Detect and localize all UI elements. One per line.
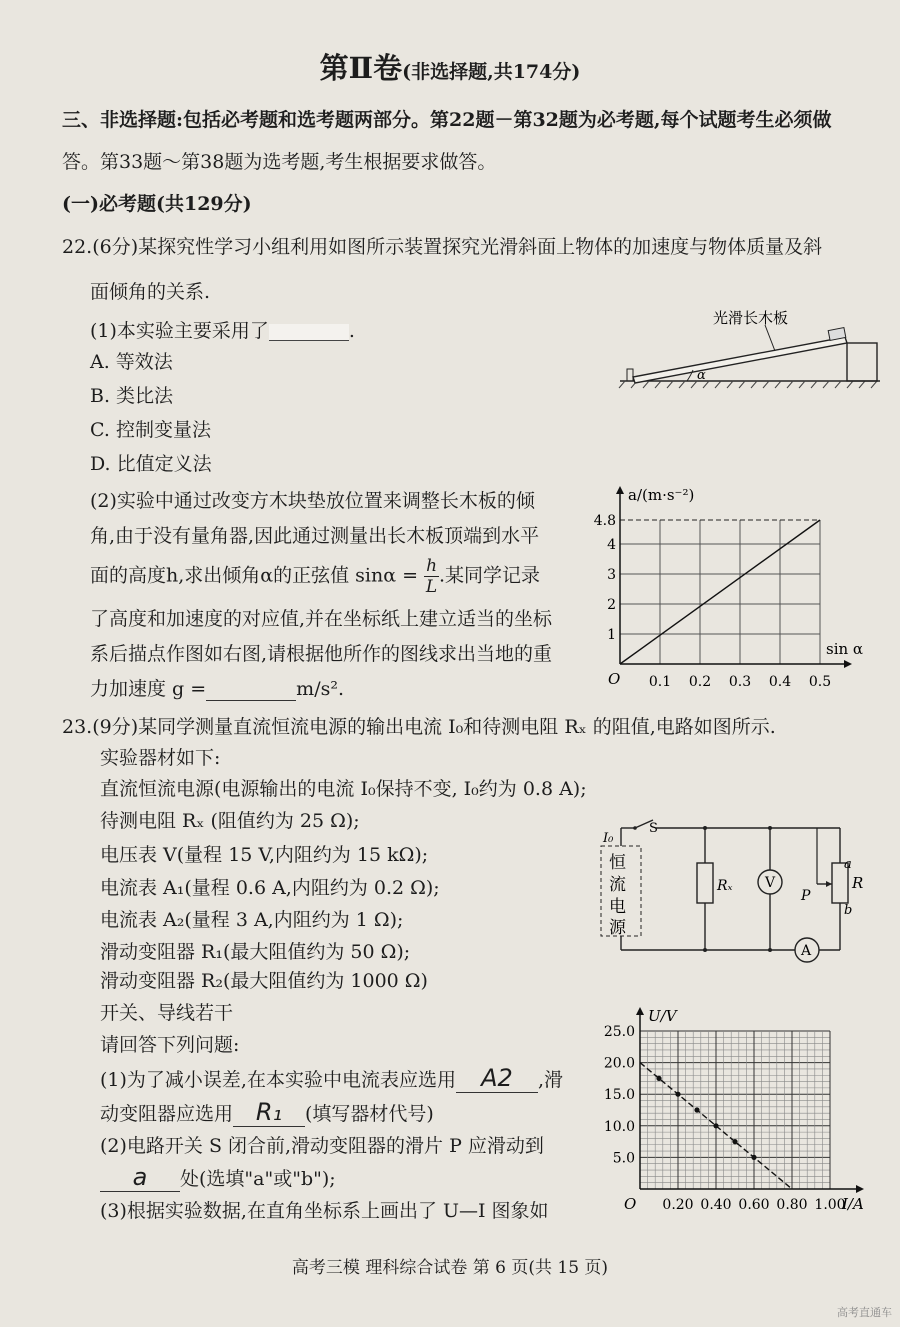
y-tick-label: 4 bbox=[607, 537, 616, 553]
q23-part1-line1: (1)为了减小误差,在本实验中电流表应选用 A2 ,滑 bbox=[100, 1064, 564, 1092]
y-axis-arrow bbox=[616, 486, 624, 494]
equip-ammeter-a2: 电流表 A₂(量程 3 A,内阻约为 1 Ω); bbox=[100, 909, 404, 931]
ground-hatching bbox=[619, 381, 877, 388]
handwritten-ammeter: A2 bbox=[456, 1064, 538, 1093]
switch-label: S bbox=[649, 821, 658, 836]
sin-fraction: $\frac{h}{L}$ bbox=[425, 556, 438, 597]
x-tick-label: 0.60 bbox=[738, 1197, 770, 1213]
source-char-1: 恒 bbox=[609, 853, 626, 873]
y-tick-label: 4.8 bbox=[593, 513, 616, 529]
series-line-a bbox=[620, 520, 820, 664]
source-char-2: 流 bbox=[609, 875, 626, 895]
q22-line2: 面倾角的关系. bbox=[90, 281, 211, 303]
x-tick-label: 0.40 bbox=[700, 1197, 732, 1213]
y-tick-label: 25.0 bbox=[603, 1024, 635, 1040]
q23-answer-prompt: 请回答下列问题: bbox=[100, 1034, 240, 1056]
equip-rheostat-r2: 滑动变阻器 R₂(最大阻值约为 1000 Ω) bbox=[100, 970, 428, 992]
x-axis-label: sin α bbox=[826, 640, 864, 658]
source-char-3: 电 bbox=[609, 897, 626, 917]
equip-ammeter-a1: 电流表 A₁(量程 0.6 A,内阻约为 0.2 Ω); bbox=[100, 877, 440, 899]
i0-label: I₀ bbox=[603, 831, 614, 846]
q22-part2-line5: 系后描点作图如右图,请根据他所作的图线求出当地的重 bbox=[90, 643, 553, 665]
q23-equip-title: 实验器材如下: bbox=[100, 747, 221, 769]
stopper bbox=[627, 369, 633, 381]
q23-part2-line1: (2)电路开关 S 闭合前,滑动变阻器的滑片 P 应滑动到 bbox=[100, 1135, 544, 1157]
q23-line1: 23.(9分)某同学测量直流恒流电源的输出电流 I₀和待测电阻 Rₓ 的阻值,电路如图所示. bbox=[62, 716, 776, 738]
q22-option-d: D. 比值定义法 bbox=[90, 453, 212, 475]
q22-option-c: C. 控制变量法 bbox=[90, 419, 211, 441]
watermark: 高考直通车 bbox=[837, 1306, 892, 1319]
y-axis-label: a/(m·s⁻²) bbox=[628, 486, 695, 504]
angle-label: α bbox=[697, 368, 706, 383]
x-axis-label: I/A bbox=[842, 1195, 864, 1213]
source-char-4: 源 bbox=[609, 918, 626, 938]
q22-line1: 22.(6分)某探究性学习小组利用如图所示装置探究光滑斜面上物体的加速度与物体质量及斜 bbox=[62, 236, 823, 258]
y-tick-label: 20.0 bbox=[603, 1055, 635, 1072]
incline-label: 光滑长木板 bbox=[713, 309, 789, 327]
y-tick-label: 5.0 bbox=[612, 1150, 635, 1167]
x-tick-label: 0.80 bbox=[776, 1197, 808, 1213]
label-pointer bbox=[765, 325, 775, 351]
x-axis-arrow bbox=[856, 1185, 864, 1193]
answer-blank-g bbox=[206, 678, 296, 701]
x-tick-label: 0.2 bbox=[688, 674, 712, 690]
q22-part2-line6: 力加速度 g = m/s². bbox=[90, 678, 344, 700]
graph-acceleration bbox=[590, 482, 880, 697]
x-tick-label: 0.4 bbox=[768, 674, 792, 690]
title-sub: (非选择题,共174分) bbox=[402, 61, 581, 83]
q23-part2-line2: a 处(选填"a"或"b"); bbox=[100, 1163, 336, 1192]
equip-rx: 待测电阻 Rₓ (阻值约为 25 Ω); bbox=[100, 810, 360, 832]
x-tick-label: 0.3 bbox=[728, 674, 752, 690]
handwritten-rheostat: R₁ bbox=[233, 1098, 305, 1127]
x-tick-label: 0.5 bbox=[808, 674, 832, 690]
q22-part2-line1: (2)实验中通过改变方木块垫放位置来调整长木板的倾 bbox=[90, 490, 535, 512]
y-axis-arrow bbox=[636, 1007, 644, 1015]
y-axis-label: U/V bbox=[648, 1007, 677, 1025]
terminal-a-label: a bbox=[844, 857, 852, 872]
data-point bbox=[656, 1076, 661, 1081]
q23-part1-line2: 动变阻器应选用 R₁ (填写器材代号) bbox=[100, 1098, 434, 1126]
x-axis-arrow bbox=[844, 660, 852, 668]
q22-part2-line3: 面的高度h,求出倾角α的正弦值 sinα = $\frac{h}{L}$ .某同学记录 bbox=[90, 556, 541, 597]
q22-part2-line4: 了高度和加速度的对应值,并在坐标纸上建立适当的坐标 bbox=[90, 608, 553, 630]
origin-label: O bbox=[624, 1195, 637, 1213]
y-tick-label: 15.0 bbox=[603, 1087, 635, 1104]
incline-diagram bbox=[615, 305, 885, 390]
title-main: 第Ⅱ卷 bbox=[319, 51, 403, 85]
q22-option-a: A. 等效法 bbox=[90, 351, 173, 373]
q23-part3-line1: (3)根据实验数据,在直角坐标系上画出了 U—I 图象如 bbox=[100, 1200, 549, 1222]
data-point bbox=[732, 1139, 737, 1144]
page-title bbox=[0, 46, 900, 87]
voltmeter-label: V bbox=[765, 875, 776, 891]
support-block bbox=[847, 343, 877, 381]
equip-voltmeter: 电压表 V(量程 15 V,内阻约为 15 kΩ); bbox=[100, 844, 429, 866]
r-label: R bbox=[852, 874, 864, 892]
terminal-b-label: b bbox=[844, 903, 853, 918]
circuit-diagram bbox=[595, 818, 875, 968]
section3-line2: 答。第33题～第38题为选考题,考生根据要求做答。 bbox=[62, 151, 497, 173]
origin-label: O bbox=[608, 670, 621, 688]
ammeter-label: A bbox=[801, 943, 812, 959]
data-point bbox=[694, 1107, 699, 1112]
x-tick-label: 0.20 bbox=[662, 1197, 694, 1213]
data-point bbox=[751, 1155, 756, 1160]
graph-ui bbox=[598, 1005, 883, 1227]
equip-rheostat-r1: 滑动变阻器 R₁(最大阻值约为 50 Ω); bbox=[100, 941, 411, 963]
y-tick-label: 10.0 bbox=[603, 1118, 635, 1135]
required-heading: (一)必考题(共129分) bbox=[62, 193, 252, 215]
y-tick-label: 3 bbox=[607, 567, 616, 583]
q22-part1: (1)本实验主要采用了 . bbox=[90, 320, 355, 342]
q22-part2-line2: 角,由于没有量角器,因此通过测量出长木板顶端到水平 bbox=[90, 525, 540, 547]
slider-p-label: P bbox=[801, 888, 811, 904]
q22-option-b: B. 类比法 bbox=[90, 385, 174, 407]
x-tick-label: 0.1 bbox=[648, 674, 672, 690]
data-point bbox=[675, 1092, 680, 1097]
equip-source: 直流恒流电源(电源输出的电流 I₀保持不变, I₀约为 0.8 A); bbox=[100, 778, 587, 800]
rx-label: Rₓ bbox=[717, 878, 733, 894]
incline-board bbox=[633, 337, 847, 383]
resistor-rx bbox=[697, 863, 713, 903]
section3-line1: 三、非选择题:包括必考题和选考题两部分。第22题－第32题为必考题,每个试题考生必须做 bbox=[62, 109, 832, 131]
handwritten-slider-position: a bbox=[100, 1163, 180, 1192]
data-point bbox=[713, 1123, 718, 1128]
page-footer: 高考三模 理科综合试卷 第 6 页(共 15 页) bbox=[291, 1258, 609, 1278]
equip-switch: 开关、导线若干 bbox=[100, 1002, 234, 1024]
y-tick-label: 2 bbox=[607, 597, 616, 613]
x-tick-label: 1.00 bbox=[814, 1197, 846, 1213]
answer-blank-masked bbox=[269, 324, 349, 341]
y-tick-label: 1 bbox=[607, 627, 616, 643]
